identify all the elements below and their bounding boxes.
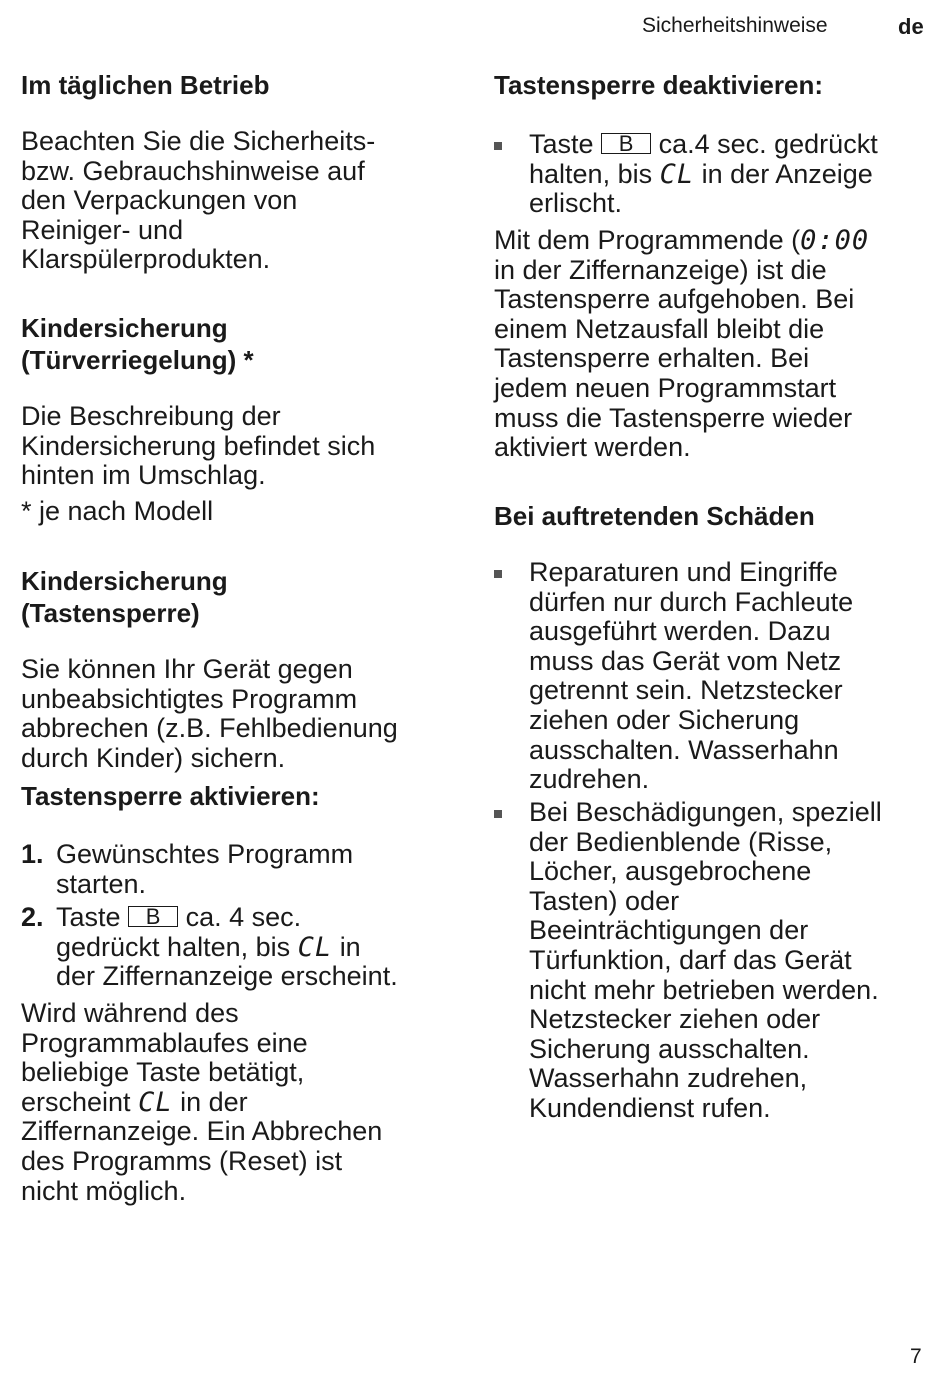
step-2-number: 2. — [21, 902, 44, 932]
bullet-damages-text: Bei Beschädigungen, speziell der Bedienblende (Risse, Löcher, ausgebrochene Tasten) oder Beeinträchtigungen der Türfunktion, darf das Gerät nicht mehr betrieben werden. Netzstecker ziehen oder Sicherung ausschalten. Wasserhahn zudrehen, Kundendienst rufen. — [529, 797, 882, 1123]
note-model: * je nach Modell — [21, 496, 214, 526]
heading-key-lock: Kindersicherung (Tastensperre) — [21, 566, 228, 628]
key-b-icon: B — [601, 133, 651, 154]
bullet-repairs-text: Reparaturen und Eingriffe dürfen nur durch Fachleute ausgeführt werden. Dazu muss das Gerät vom Netz getrennt sein. Netzstecker ziehen oder Sicherung ausschalten. Wasserhahn zudrehen. — [529, 557, 854, 795]
display-0-00-icon: 0:00 — [800, 225, 870, 256]
bullet-icon — [494, 810, 502, 818]
bullet-icon — [494, 570, 502, 578]
heading-deactivate-key-lock: Tastensperre deaktivieren: — [494, 70, 823, 100]
header-section-title: Sicherheitshinweise — [642, 14, 828, 37]
header-language: de — [898, 14, 924, 39]
text-key-lock: Sie können Ihr Gerät gegen unbeabsichtigtes Programm abbrechen (z.B. Fehlbedienung durch Kinder) sichern. — [21, 654, 398, 773]
heading-activate-key-lock: Tastensperre aktivieren: — [21, 781, 320, 811]
heading-door-lock: Kindersicherung (Türverriegelung) * — [21, 313, 254, 375]
step-1-number: 1. — [21, 839, 44, 869]
bullet-icon — [494, 142, 502, 150]
text-key-press-during-program: Wird während des Programmablaufes eine beliebige Taste betätigt, erscheint CL in der Ziffernanzeige. Ein Abbrechen des Programms (Reset) ist nicht möglich. — [21, 998, 383, 1206]
display-cl-icon: CL — [297, 931, 333, 963]
bullet-deactivate-text: Taste B ca.4 sec. gedrückt halten, bis CL in der Anzeige erlischt. — [529, 129, 878, 219]
text-door-lock: Die Beschreibung der Kindersicherung befindet sich hinten im Umschlag. — [21, 401, 376, 491]
step-2-text: Taste B ca. 4 sec. gedrückt halten, bis CL in der Ziffernanzeige erscheint. — [56, 902, 398, 992]
heading-daily-operation: Im täglichen Betrieb — [21, 70, 270, 100]
heading-damages: Bei auftretenden Schäden — [494, 501, 815, 531]
key-b-icon: B — [128, 906, 178, 927]
display-cl-icon: CL — [659, 158, 695, 190]
step-1-text: Gewünschtes Programm starten. — [56, 839, 354, 899]
text-daily-operation: Beachten Sie die Sicherheits- bzw. Gebrauchshinweise auf den Verpackungen von Reiniger- und Klarspülerprodukten. — [21, 126, 376, 275]
page-number: 7 — [910, 1345, 922, 1368]
text-program-end: Mit dem Programmende (0:00 in der Ziffernanzeige) ist die Tastensperre aufgehoben. Bei einem Netzausfall bleibt die Tastensperre erhalten. Bei jedem neuen Programmstart muss die Tastensperre wieder aktiviert werden. — [494, 225, 870, 463]
display-cl-icon: CL — [138, 1086, 173, 1118]
